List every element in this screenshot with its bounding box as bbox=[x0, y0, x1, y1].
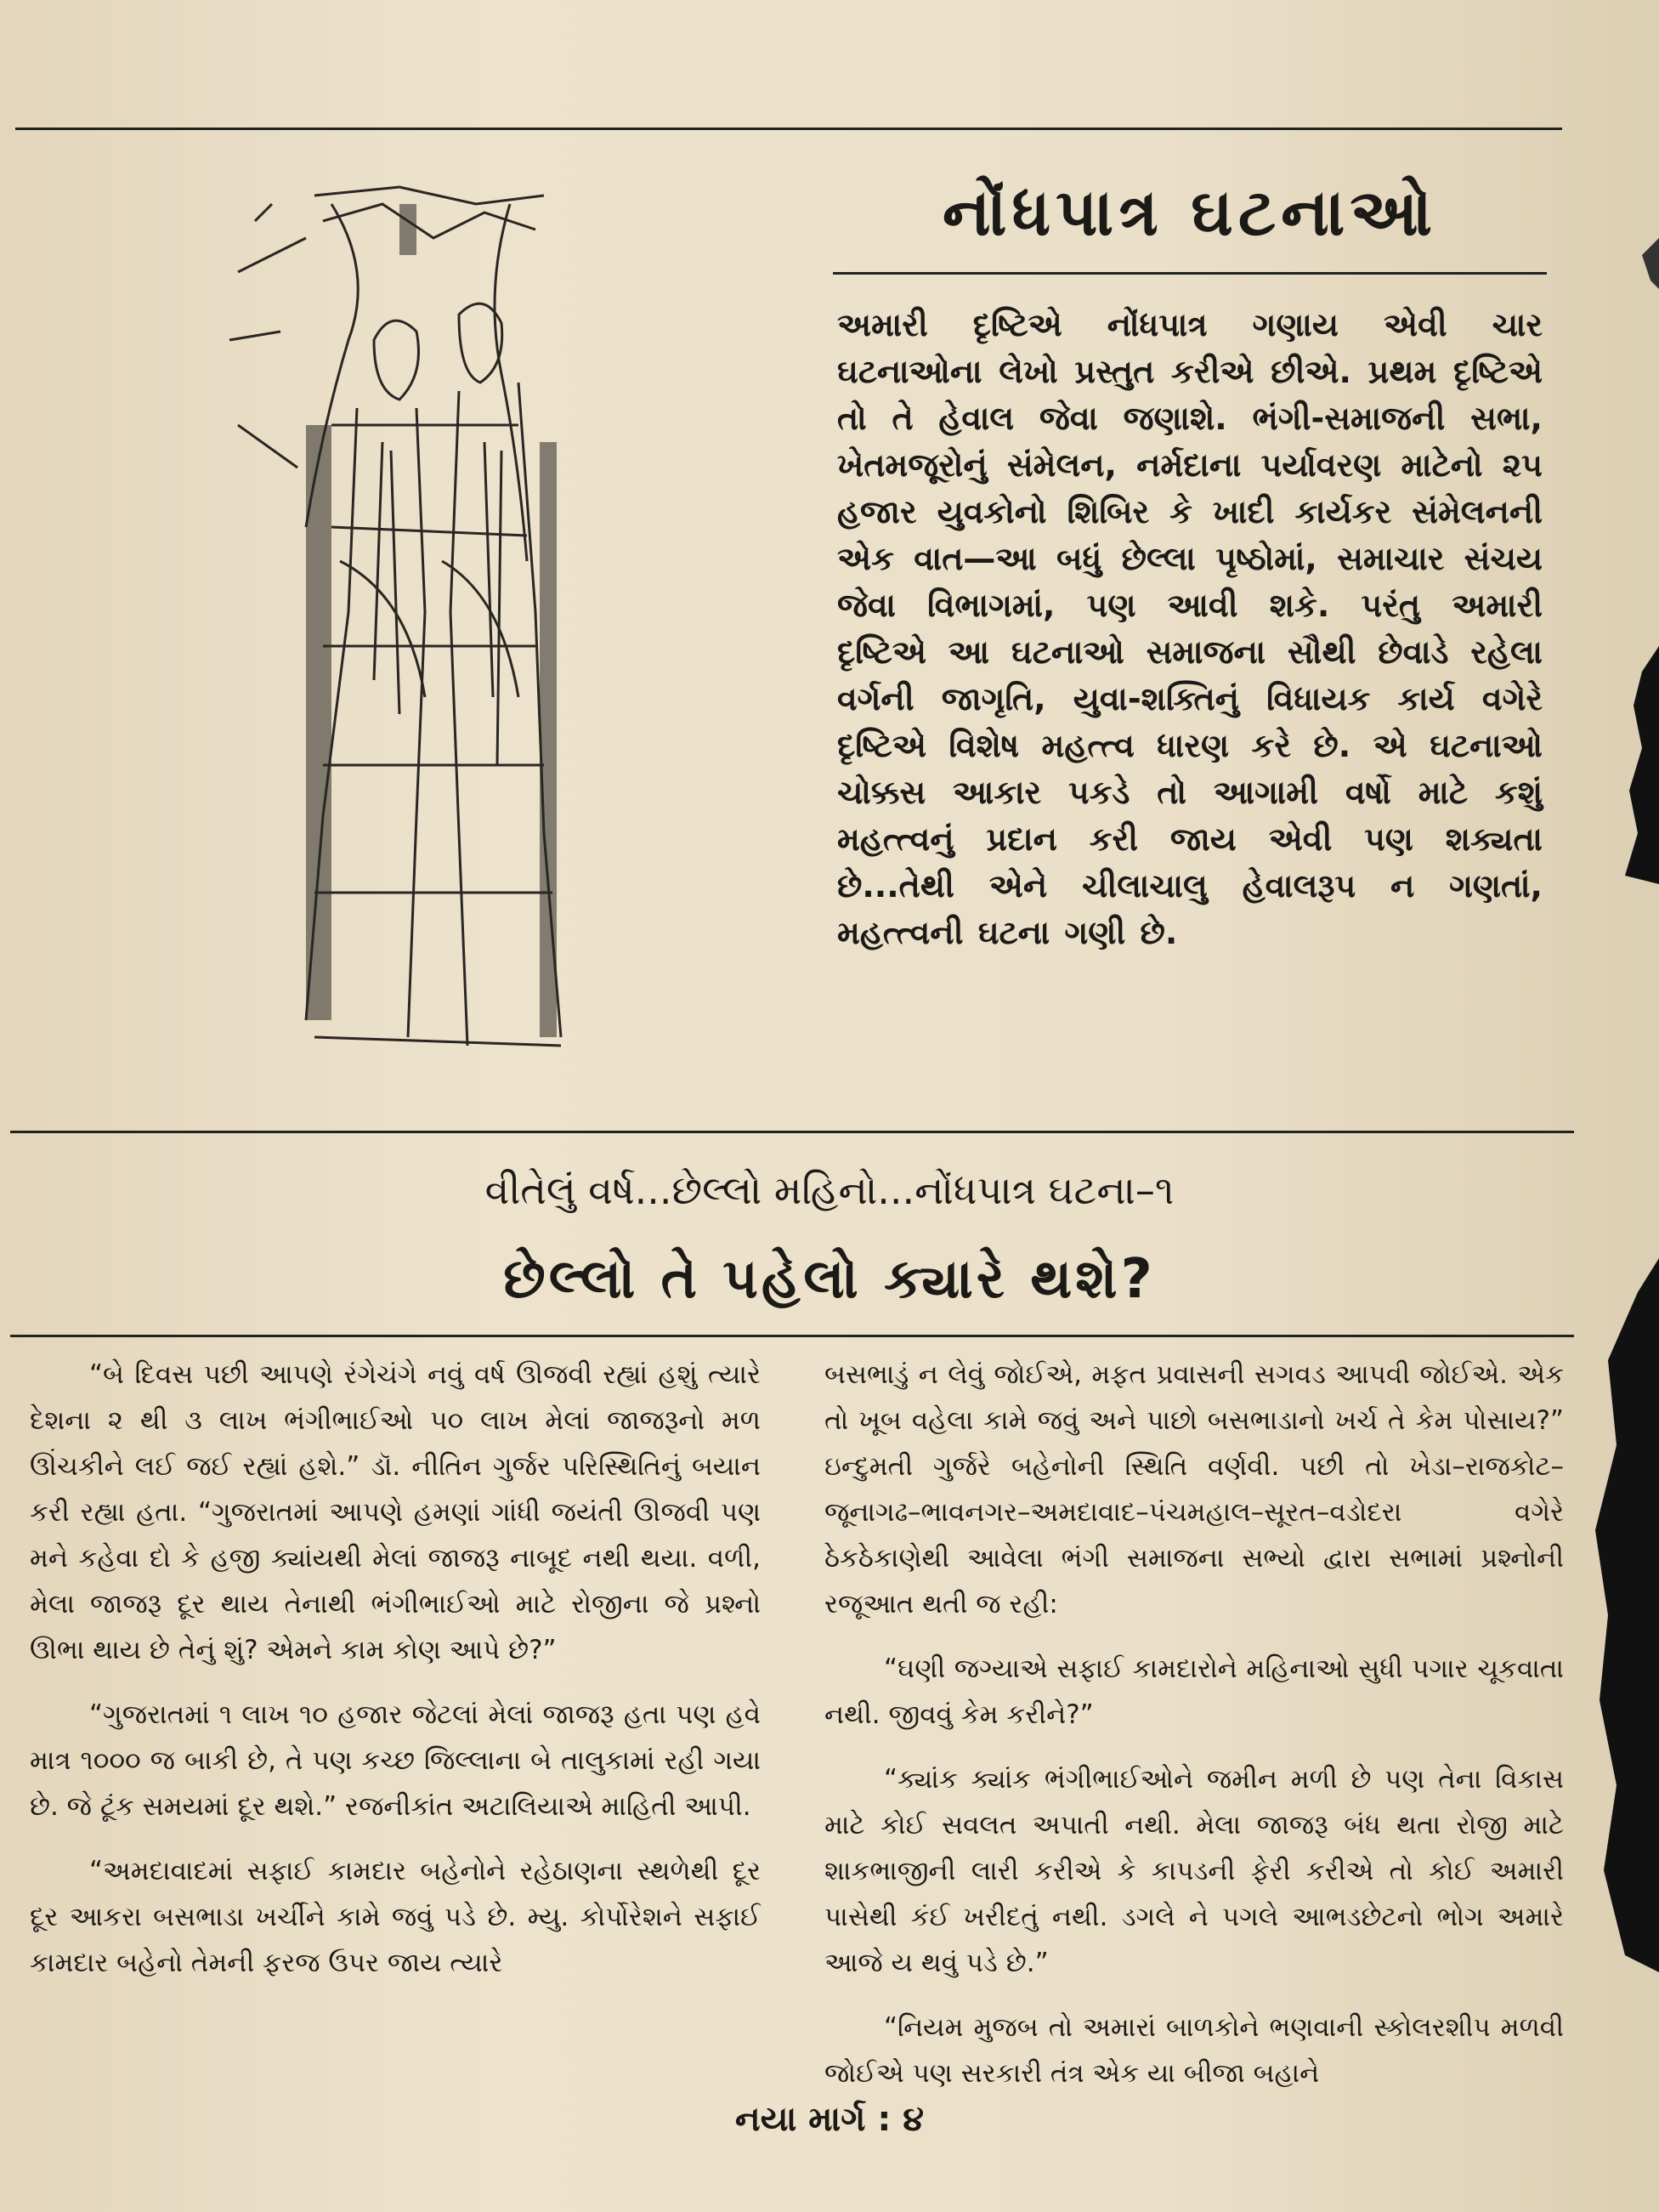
torn-page-edge bbox=[1557, 0, 1659, 2212]
top-rule bbox=[15, 128, 1562, 130]
article-right-column bbox=[824, 1352, 1564, 2115]
article-paragraph: “નિયમ મુજબ તો અમારાં બાળકોને ભણવાની સ્કોલરશીપ મળવી જોઈએ પણ સરકારી તંત્ર એક યા બીજા બહાને bbox=[824, 2012, 1564, 2089]
article-paragraph: “બે દિવસ પછી આપણે રંગેચંગે નવું વર્ષ ઊજવી રહ્યાં હશું ત્યારે દેશના ૨ થી ૩ લાખ ભંગીભાઈઓ ૫૦ લાખ મેલાં જાજરૂનો મળ ઊંચકીને લઈ જઈ રહ્યાં હશે.” ડૉ. નીતિન ગુર્જર પરિસ્થિતિનું બયાન કરી રહ્યા હતા. “ગુજરાતમાં આપણે હમણાં ગાંધી જયંતી ઊજવી પણ મને કહેવા દો કે હજી ક્યાંયથી મેલાં જાજરૂ નાબૂદ નથી થયા. વળી, મેલા જાજરૂ દૂર થાય તેનાથી ભંગીભાઈઓ માટે રોજીના જે પ્રશ્નો ઊભા થાય છે તેનું શું? એમને કામ કોણ આપે છે?” bbox=[30, 1359, 761, 1665]
article-paragraph: “અમદાવાદમાં સફાઈ કામદાર બહેનોને રહેઠાણના સ્થળેથી દૂર દૂર આકરા બસભાડા ખર્ચીને કામે જવું પડે છે. મ્યુ. કોર્પોરેશને સફાઈ કામદાર બહેનો તેમની ફરજ ઉપર જાય ત્યારે bbox=[30, 1856, 761, 1978]
title-underline bbox=[833, 272, 1547, 275]
page-footer: નયા માર્ગ : ૪ bbox=[734, 2100, 925, 2139]
article-paragraph: બસભાડું ન લેવું જોઈએ, મફત પ્રવાસની સગવડ આપવી જોઈએ. એક તો ખૂબ વહેલા કામે જવું અને પાછો બસભાડાનો ખર્ચ તે કેમ પોસાય?” ઇન્દુમતી ગુર્જરે બહેનોની સ્થિતિ વર્ણવી. પછી તો ખેડા–રાજકોટ–જૂનાગઢ–ભાવનગર–અમદાવાદ–પંચમહાલ–સૂરત–વડોદરા વગેરે ઠેકઠેકાણેથી આવેલા ભંગી સમાજના સભ્યો દ્વારા સભામાં પ્રશ્નોની રજૂઆત થતી જ રહી: bbox=[824, 1359, 1564, 1619]
article-paragraph: “ઘણી જગ્યાએ સફાઈ કામદારોને મહિનાઓ સુધી પગાર ચૂકવાતા નથી. જીવવું કેમ કરીને?” bbox=[824, 1653, 1564, 1730]
sketch-illustration bbox=[204, 170, 816, 1071]
section-intro: અમારી દૃષ્ટિએ નોંધપાત્ર ગણાય એવી ચાર ઘટનાઓના લેખો પ્રસ્તુત કરીએ છીએ. પ્રથમ દૃષ્ટિએ તો તે હેવાલ જેવા જણાશે. ભંગી-સમાજની સભા, ખેતમજૂરોનું સંમેલન, નર્મદાના પર્યાવરણ માટેનો ૨૫ હજાર યુવકોનો શિબિર કે ખાદી કાર્યકર સંમેલનની એક વાત—આ બધું છેલ્લા પૃષ્ઠોમાં, સમાચાર સંચય જેવા વિભાગમાં, પણ આવી શકે. પરંતુ અમારી દૃષ્ટિએ આ ઘટનાઓ સમાજના સૌથી છેવાડે રહેલા વર્ગની જાગૃતિ, યુવા-શક્તિનું વિધાયક કાર્ય વગેરે દૃષ્ટિએ વિશેષ મહત્ત્વ ધારણ કરે છે. એ ઘટનાઓ ચોક્કસ આકાર પકડે તો આગામી વર્ષો માટે કશું મહત્ત્વનું પ્રદાન કરી જાય એવી પણ શક્યતા છે...તેથી એને ચીલાચાલુ હેવાલરૂપ ન ગણતાં, મહત્ત્વની ઘટના ગણી છે. bbox=[837, 306, 1543, 951]
article-kicker: વીતેલું વર્ષ...છેલ્લો મહિનો...નોંધપાત્ર ઘટના–૧ bbox=[484, 1167, 1175, 1213]
section-title: નોંધપાત્ર ઘટનાઓ bbox=[942, 174, 1438, 250]
article-rule bbox=[10, 1335, 1574, 1337]
article-left-column bbox=[30, 1352, 761, 2005]
article-paragraph: “ગુજરાતમાં ૧ લાખ ૧૦ હજાર જેટલાં મેલાં જાજરૂ હતા પણ હવે માત્ર ૧૦૦૦ જ બાકી છે, તે પણ કચ્છ જિલ્લાના બે તાલુકામાં રહી ગયા છે. જે ટૂંક સમયમાં દૂર થશે.” રજનીકાંત અટાલિયાએ માહિતી આપી. bbox=[30, 1699, 761, 1822]
article-paragraph: “ક્યાંક ક્યાંક ભંગીભાઈઓને જમીન મળી છે પણ તેના વિકાસ માટે કોઈ સવલત અપાતી નથી. મેલા જાજરૂ બંધ થતા રોજી માટે શાકભાજીની લારી કરીએ કે કાપડની ફેરી કરીએ તો કોઈ અમારી પાસેથી કંઈ ખરીદતું નથી. ડગલે ને પગલે આભડછેટનો ભોગ અમારે આજે ય થવું પડે છે.” bbox=[824, 1764, 1564, 1978]
article-headline: છેલ્લો તે પહેલો ક્યારે થશે? bbox=[503, 1248, 1156, 1311]
mid-rule bbox=[10, 1131, 1574, 1133]
